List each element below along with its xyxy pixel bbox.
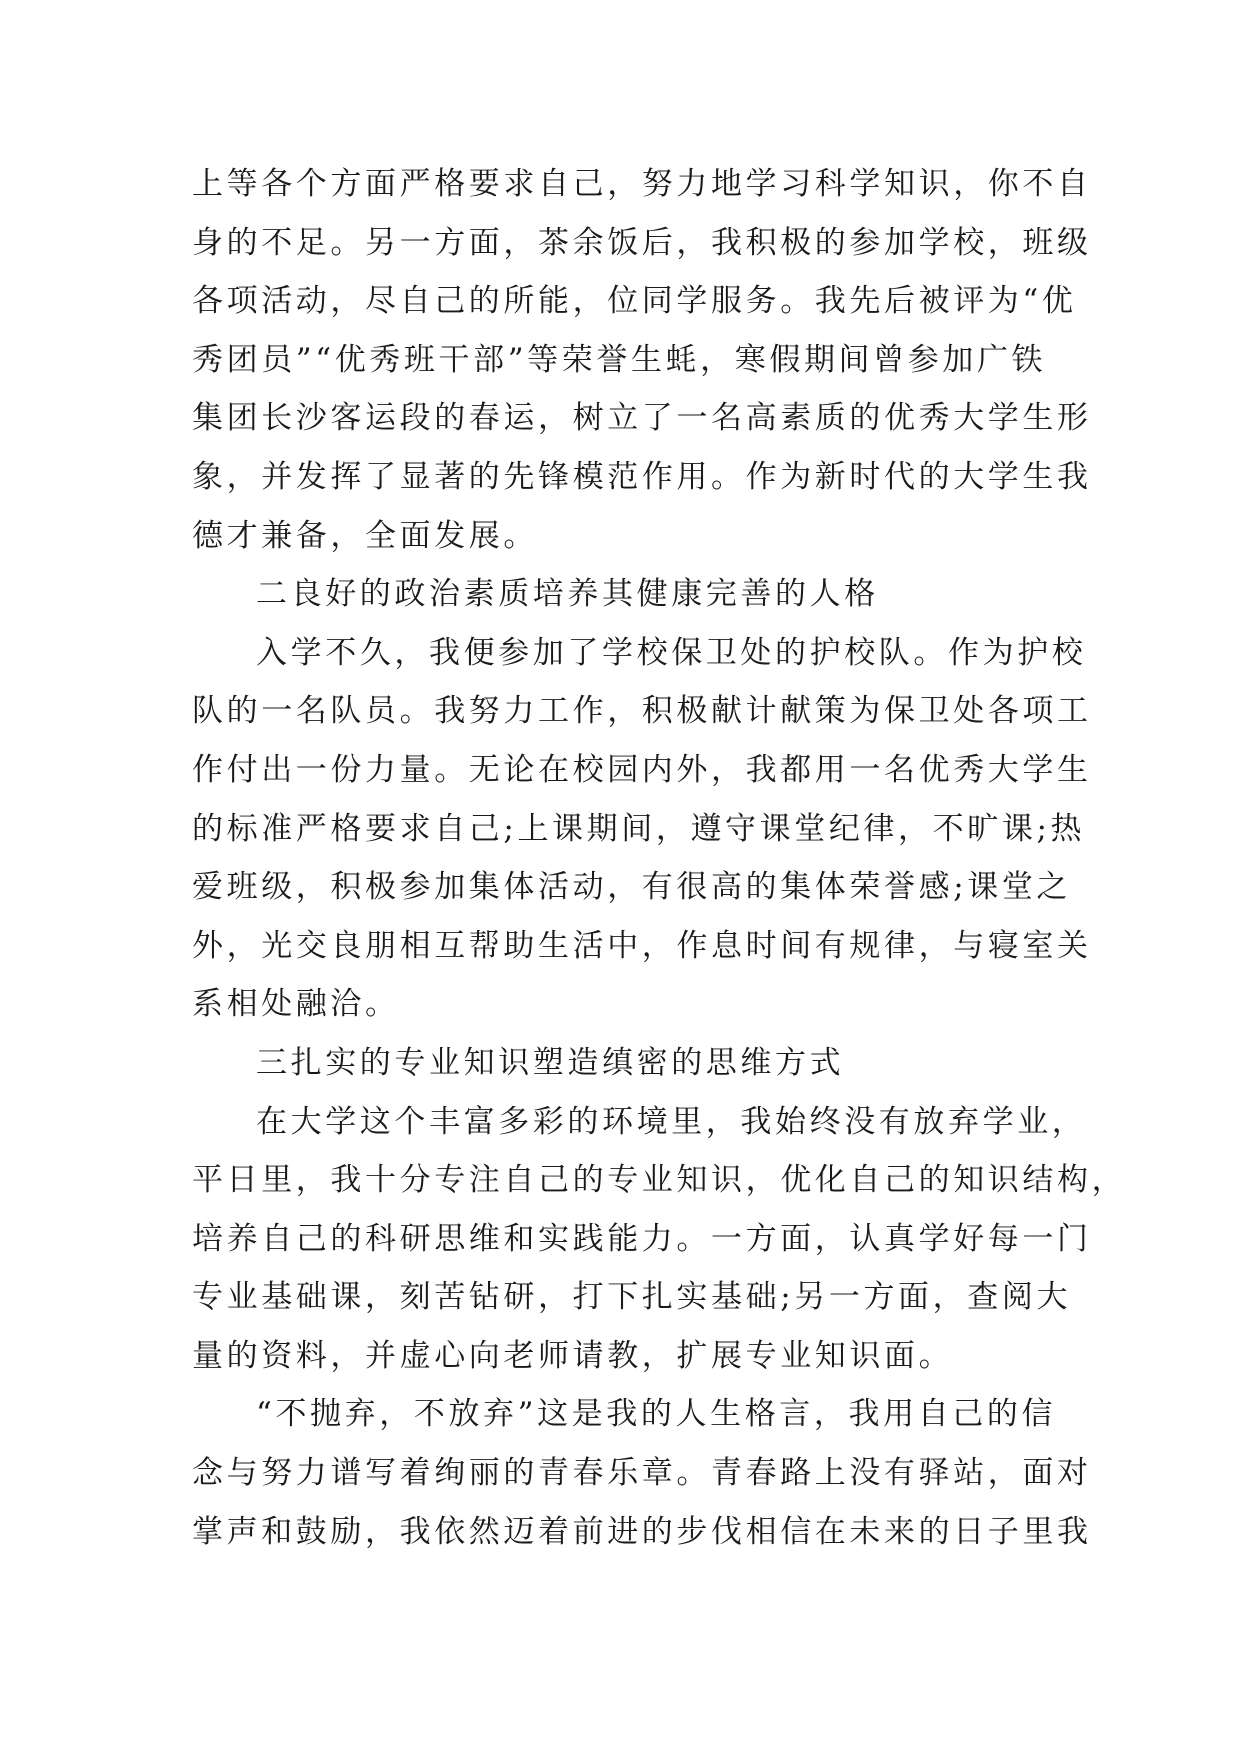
text-line: 身的不足。另一方面，茶余饭后，我积极的参加学校，班级 [192, 224, 1092, 261]
paragraph-start-line: “不抛弃，不放弃”这是我的人生格言，我用自己的信 [256, 1396, 1057, 1433]
text-line: 作付出一份力量。无论在校园内外，我都用一名优秀大学生 [192, 751, 1092, 788]
text-line: 各项活动，尽自己的所能，位同学服务。我先后被评为“优 [192, 283, 1077, 320]
text-line: 培养自己的科研思维和实践能力。一方面，认真学好每一门 [192, 1220, 1092, 1257]
text-line: 象，并发挥了显著的先锋模范作用。作为新时代的大学生我 [192, 458, 1092, 495]
text-line: 量的资料，并虚心向老师请教，扩展专业知识面。 [192, 1337, 954, 1374]
text-line: 集团长沙客运段的春运，树立了一名高素质的优秀大学生形 [192, 400, 1092, 437]
text-line: 系相处融洽。 [192, 986, 400, 1023]
text-line: 掌声和鼓励，我依然迈着前进的步伐相信在未来的日子里我 [192, 1513, 1092, 1550]
text-line: 平日里，我十分专注自己的专业知识，优化自己的知识结构， [192, 1162, 1127, 1199]
section-heading-3: 三扎实的专业知识塑造缜密的思维方式 [256, 1044, 845, 1081]
text-line: 外，光交良朋相互帮助生活中，作息时间有规律，与寝室关 [192, 927, 1092, 964]
text-line: 专业基础课，刻苦钻研，打下扎实基础;另一方面，查阅大 [192, 1279, 1072, 1316]
text-line: 念与努力谱写着绚丽的青春乐章。青春路上没有驿站，面对 [192, 1455, 1092, 1492]
document-body [192, 155, 1127, 1561]
paragraph-start-line: 入学不久，我便参加了学校保卫处的护校队。作为护校 [256, 634, 1087, 671]
paragraph-start-line: 在大学这个丰富多彩的环境里，我始终没有放弃学业， [256, 1103, 1087, 1140]
text-line: 队的一名队员。我努力工作，积极献计献策为保卫处各项工 [192, 693, 1092, 730]
text-line: 上等各个方面严格要求自己，努力地学习科学知识，你不自 [192, 166, 1092, 202]
text-line: 爱班级，积极参加集体活动，有很高的集体荣誉感;课堂之 [192, 869, 1072, 906]
text-line: 的标准严格要求自己;上课期间，遵守课堂纪律，不旷课;热 [192, 810, 1086, 847]
text-line: 德才兼备，全面发展。 [192, 517, 538, 554]
section-heading-2: 二良好的政治素质培养其健康完善的人格 [256, 576, 879, 613]
text-line: 秀团员”“优秀班干部”等荣誉生蚝，寒假期间曾参加广铁 [192, 341, 1047, 378]
